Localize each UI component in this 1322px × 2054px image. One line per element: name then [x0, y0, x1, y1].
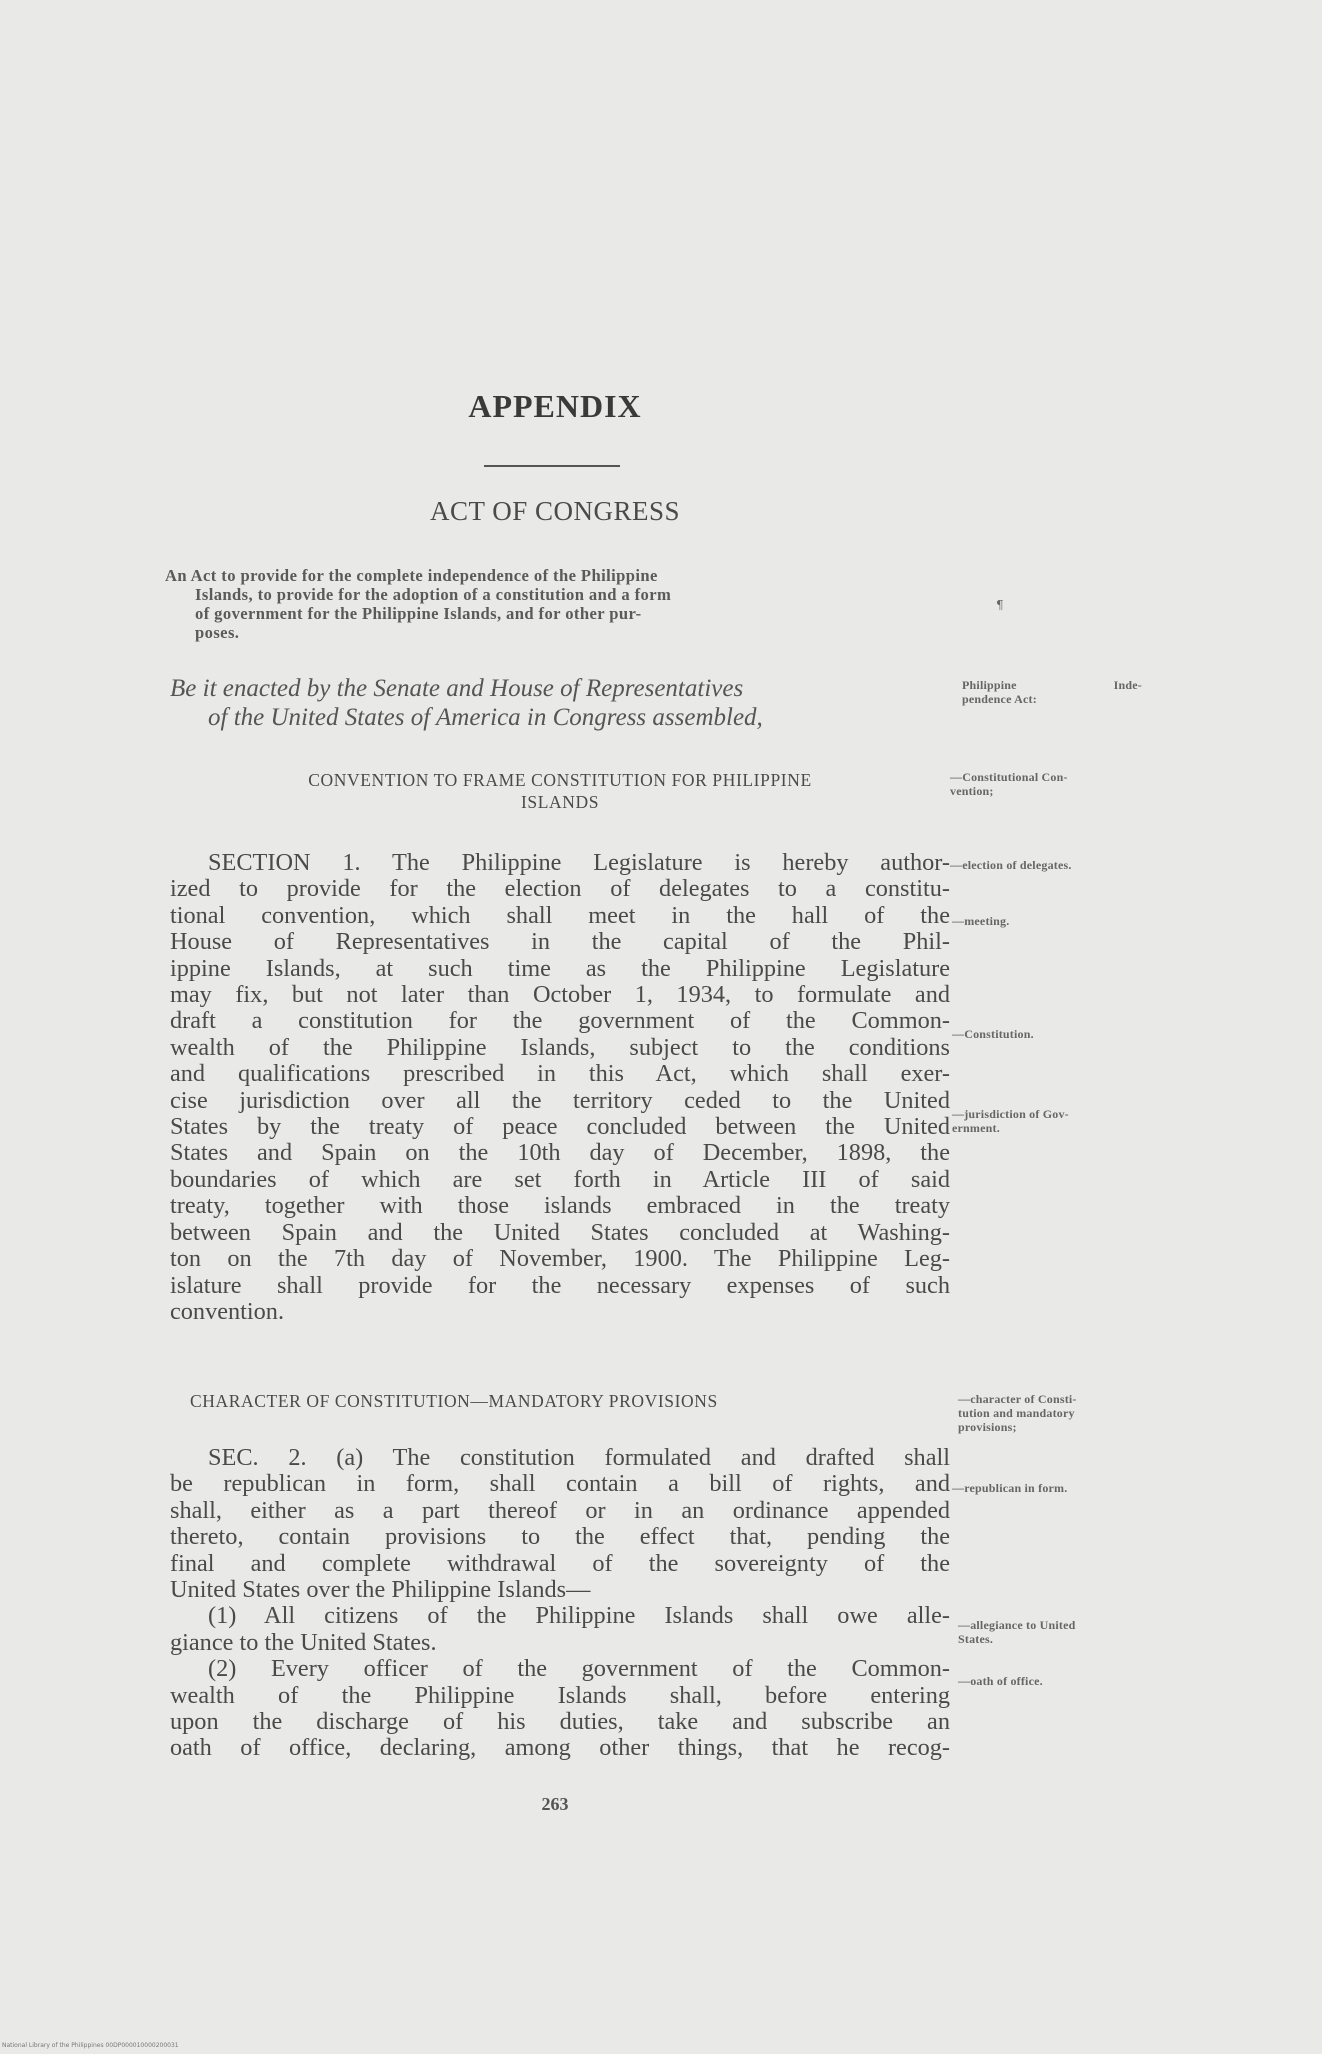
text-line: States by the treaty of peace concluded between the United — [170, 1113, 950, 1141]
text-line: upon the discharge of his duties, take and subscribe an — [170, 1708, 950, 1736]
text-line: wealth of the Philippine Islands, subject to the conditions — [170, 1033, 950, 1061]
margin-note-allegiance — [958, 1618, 1158, 1646]
text-line: cise jurisdiction over all the territory ceded to the United — [170, 1086, 950, 1114]
appendix-title: APPENDIX — [468, 388, 642, 424]
text-line: (1) All citizens of the Philippine Islands shall owe alle- — [208, 1602, 950, 1630]
act-title: ACT OF CONGRESS — [429, 496, 681, 526]
text-line: States and Spain on the 10th day of December, 1898, the — [170, 1139, 950, 1167]
text-line: ized to provide for the election of delegates to a constitu- — [170, 875, 950, 903]
preamble-line: poses. — [195, 623, 240, 642]
text-line: islature shall provide for the necessary expenses of such — [170, 1271, 950, 1299]
text-line: final and complete withdrawal of the sovereignty of the — [170, 1549, 950, 1577]
enacting-line: Be it enacted by the Senate and House of Representatives — [170, 675, 744, 702]
text-line: thereto, contain provisions to the effect that, pending the — [170, 1523, 950, 1551]
text-line: may fix, but not later than October 1, 1934, to formulate and — [170, 981, 950, 1009]
margin-note-text: pendence Act: — [962, 692, 1037, 706]
text-line: wealth of the Philippine Islands shall, before entering — [170, 1681, 950, 1709]
margin-note-text: tution and mandatory — [958, 1406, 1075, 1420]
margin-note-text: ernment. — [952, 1121, 1000, 1135]
margin-note-text: —Constitutional Con- — [950, 770, 1068, 784]
scan-footer: National Library of the Philippines 00DP000010000200031 — [2, 2042, 179, 2049]
margin-note-oath: —oath of office. — [958, 1674, 1043, 1688]
margin-note-text: vention; — [950, 784, 994, 798]
margin-note-independence-act — [962, 678, 1142, 706]
margin-note-convention — [950, 770, 1150, 798]
margin-note-text: States. — [958, 1632, 994, 1646]
text-line: draft a constitution for the government of the Common- — [170, 1007, 950, 1035]
text-line: tional convention, which shall meet in the hall of the — [170, 901, 950, 929]
act-preamble — [165, 566, 945, 642]
text-line: ippine Islands, at such time as the Philippine Legislature — [170, 954, 950, 982]
margin-note-delegates: —election of delegates. — [950, 858, 1072, 872]
margin-note-text: —allegiance to United — [958, 1618, 1076, 1632]
margin-note-text: provisions; — [958, 1420, 1017, 1434]
text-line: convention. — [170, 1297, 285, 1325]
margin-note-republican: —republican in form. — [952, 1481, 1068, 1495]
text-line: ton on the 7th day of November, 1900. The Philippine Leg- — [170, 1245, 950, 1273]
section2-body — [170, 1445, 950, 1762]
margin-note-jurisdiction — [952, 1107, 1152, 1135]
text-line: SECTION 1. The Philippine Legislature is hereby author- — [208, 849, 950, 876]
text-line: be republican in form, shall contain a bill of rights, and — [170, 1470, 950, 1498]
margin-note-text: Inde- — [1113, 678, 1142, 692]
heading-line: ISLANDS — [520, 792, 600, 812]
section1-body — [170, 850, 950, 1325]
text-line: boundaries of which are set forth in Article III of said — [170, 1165, 950, 1193]
page-number: 263 — [541, 1794, 569, 1814]
margin-note-text: —jurisdiction of Gov- — [952, 1107, 1069, 1121]
text-line: United States over the Philippine Islands— — [170, 1576, 591, 1604]
heading-line: CONVENTION TO FRAME CONSTITUTION FOR PHILIPPINE — [308, 770, 812, 790]
section1-heading — [190, 769, 930, 813]
text-line: SEC. 2. (a) The constitution formulated and drafted shall — [208, 1444, 950, 1471]
text-line: and qualifications prescribed in this Act, which shall exer- — [170, 1060, 950, 1088]
margin-note-meeting: —meeting. — [952, 914, 1010, 928]
enacting-line: of the United States of America in Congress assembled, — [208, 704, 763, 731]
margin-note-character — [958, 1392, 1158, 1434]
text-line: (2) Every officer of the government of the Common- — [208, 1655, 950, 1683]
enacting-clause — [170, 674, 950, 732]
text-line: between Spain and the United States concluded at Washing- — [170, 1218, 950, 1246]
text-line: treaty, together with those islands embraced in the treaty — [170, 1192, 950, 1220]
margin-note-text: —character of Consti- — [958, 1392, 1077, 1406]
text-line: House of Representatives in the capital of the Phil- — [170, 928, 950, 956]
text-line: shall, either as a part thereof or in an ordinance appended — [170, 1496, 950, 1524]
margin-mark: ¶ — [996, 598, 1004, 612]
text-line: giance to the United States. — [170, 1628, 437, 1656]
preamble-line: of government for the Philippine Islands, and for other pur- — [195, 604, 642, 623]
preamble-line: Islands, to provide for the adoption of a constitution and a form — [195, 585, 672, 604]
margin-note-constitution: —Constitution. — [952, 1027, 1034, 1041]
margin-note-text: Philippine — [962, 678, 1017, 692]
section2-heading: CHARACTER OF CONSTITUTION—MANDATORY PROVISIONS — [190, 1391, 718, 1411]
text-line: oath of office, declaring, among other things, that he recog- — [170, 1734, 950, 1762]
title-rule — [484, 465, 620, 467]
preamble-line: An Act to provide for the complete independence of the Philippine — [165, 566, 658, 585]
